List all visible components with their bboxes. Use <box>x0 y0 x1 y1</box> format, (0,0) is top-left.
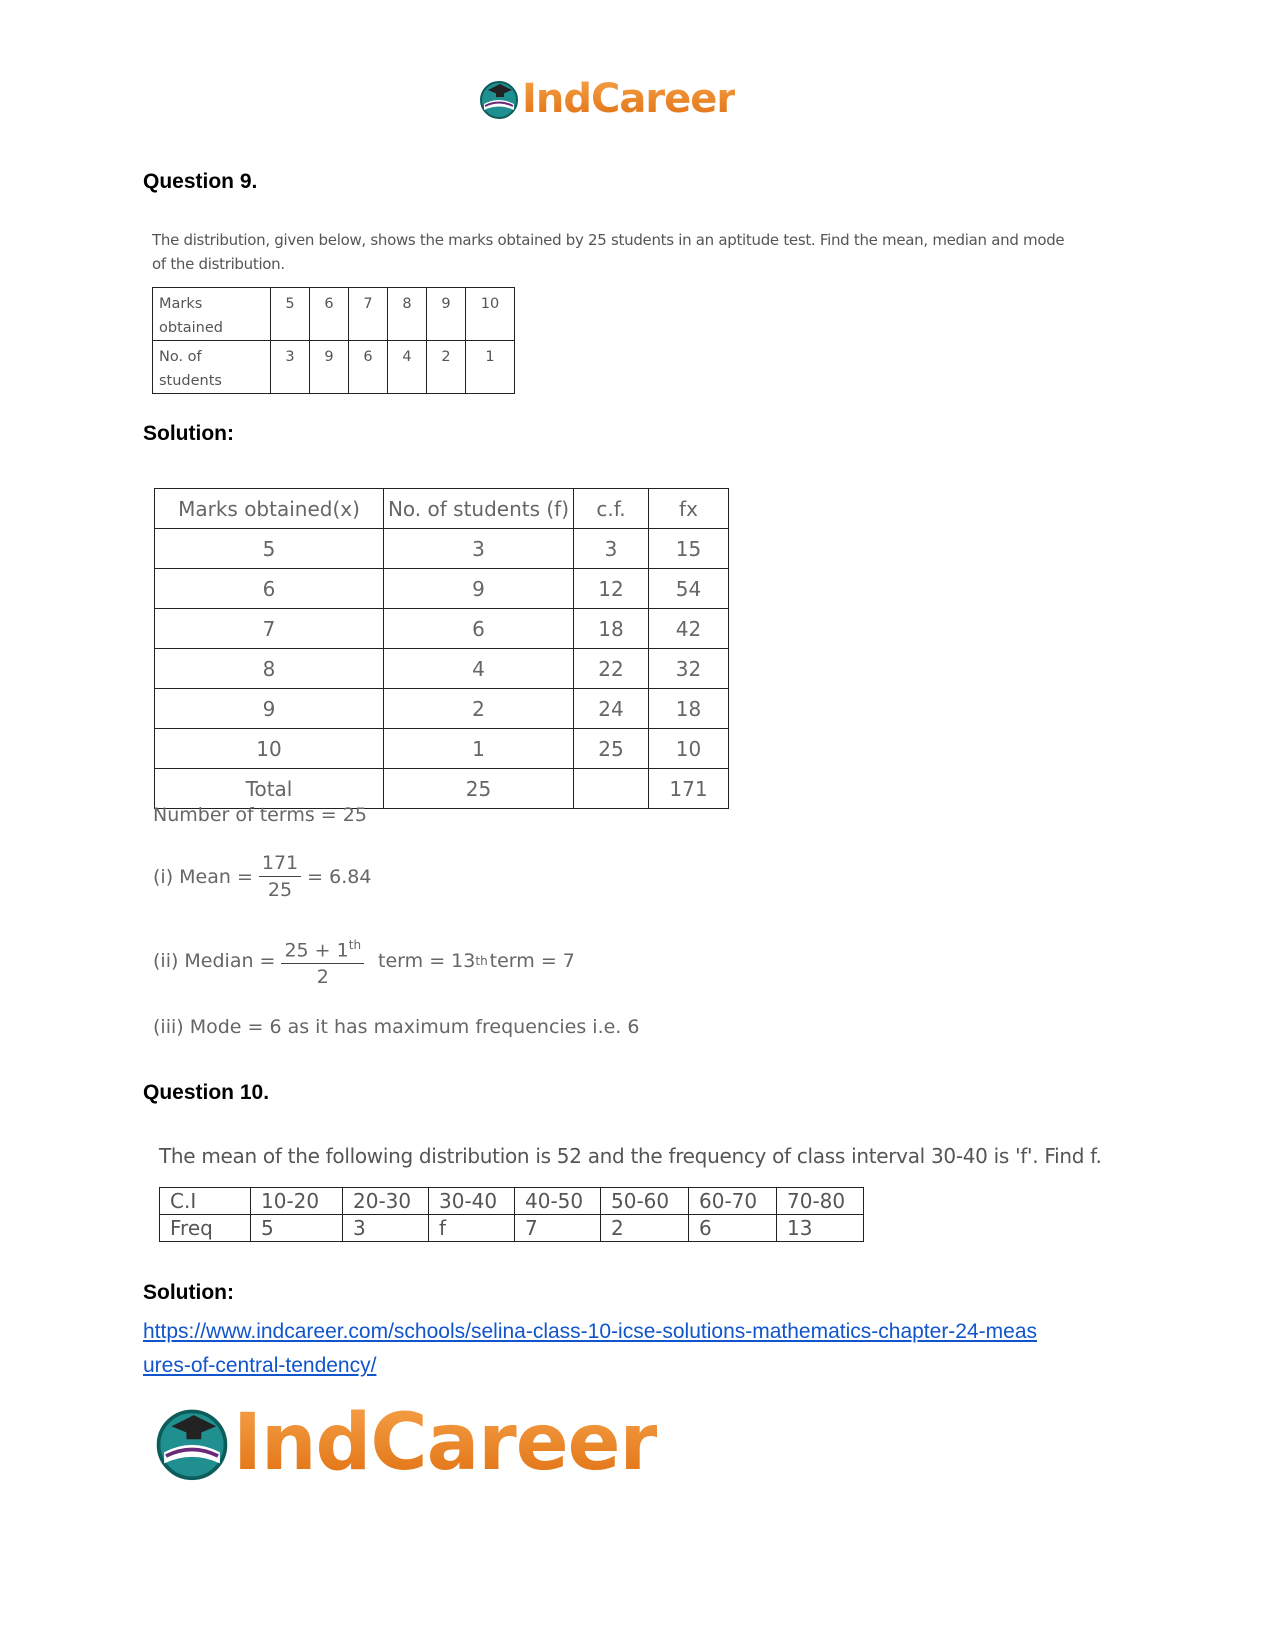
mean-fraction <box>259 852 301 901</box>
table-cell: 171 <box>649 769 729 809</box>
table-row <box>155 569 729 609</box>
table-cell: 50-60 <box>601 1188 689 1215</box>
table-cell: 9 <box>384 569 574 609</box>
table-cell: 60-70 <box>689 1188 777 1215</box>
table-cell: 9 <box>427 288 466 341</box>
table-cell: 70-80 <box>777 1188 864 1215</box>
table-row <box>155 609 729 649</box>
table-cell: 6 <box>689 1215 777 1242</box>
table-cell: 4 <box>384 649 574 689</box>
question-9-text: The distribution, given below, shows the marks obtained by 25 students in an aptitude test. Find the mean, median and mode of the distribution. <box>152 231 1065 273</box>
table-cell: 3 <box>384 529 574 569</box>
table-cell: 25 <box>574 729 649 769</box>
table-cell: 7 <box>349 288 388 341</box>
table-cell: 30-40 <box>429 1188 515 1215</box>
mode-statement: (iii) Mode = 6 as it has maximum frequencies i.e. 6 <box>153 1016 640 1038</box>
table-cell: 2 <box>601 1215 689 1242</box>
graduation-book-globe-icon <box>478 78 520 120</box>
table-cell: 9 <box>310 341 349 394</box>
table-cell: 8 <box>388 288 427 341</box>
table-cell: 22 <box>574 649 649 689</box>
table-cell: 6 <box>349 341 388 394</box>
table-cell: 24 <box>574 689 649 729</box>
median-denominator: 2 <box>316 966 329 989</box>
question-10-table <box>159 1187 864 1242</box>
table-cell: 15 <box>649 529 729 569</box>
median-numerator-text: 25 + 1 <box>284 939 349 962</box>
table-cell: 3 <box>271 341 310 394</box>
table-cell: C.I <box>160 1188 251 1215</box>
table-row <box>155 729 729 769</box>
table-row <box>160 1215 864 1242</box>
solution-link[interactable] <box>143 1315 1143 1383</box>
table-header-cell: c.f. <box>574 489 649 529</box>
question-10-heading: Question 10. <box>143 1081 270 1104</box>
table-cell: 18 <box>649 689 729 729</box>
table-total-row <box>155 769 729 809</box>
question-9-heading: Question 9. <box>143 170 258 193</box>
table-cell: 8 <box>155 649 384 689</box>
table-cell: 10 <box>649 729 729 769</box>
table-row <box>155 649 729 689</box>
table-cell: 10-20 <box>251 1188 343 1215</box>
logo-text: IndCareer <box>522 76 736 122</box>
mean-denominator: 25 <box>267 879 293 901</box>
median-numerator <box>281 934 364 964</box>
table-cell: 54 <box>649 569 729 609</box>
table-cell: 13 <box>777 1215 864 1242</box>
solution-9-heading: Solution: <box>143 422 234 445</box>
table-cell: 5 <box>271 288 310 341</box>
table-header-cell: Marks obtained(x) <box>155 489 384 529</box>
median-label: Median = <box>184 950 276 973</box>
mean-result: = 6.84 <box>307 865 372 888</box>
table-row <box>153 288 515 341</box>
table-cell: 2 <box>427 341 466 394</box>
table-cell: 1 <box>384 729 574 769</box>
table-cell: 5 <box>155 529 384 569</box>
footer-logo <box>153 1398 657 1488</box>
table-cell: Marks obtained <box>153 288 271 341</box>
median-superscript: th <box>348 938 362 952</box>
table-cell: 32 <box>649 649 729 689</box>
solution-10-heading: Solution: <box>143 1281 234 1304</box>
question-10-text: The mean of the following distribution is 52 and the frequency of class interval 30-40 is 'f'. Find f. <box>159 1144 1102 1168</box>
table-cell: 7 <box>515 1215 601 1242</box>
table-cell: 2 <box>384 689 574 729</box>
table-cell: 18 <box>574 609 649 649</box>
table-row <box>155 529 729 569</box>
mean-numerator: 171 <box>259 852 301 877</box>
table-header-cell: fx <box>649 489 729 529</box>
table-cell: Total <box>155 769 384 809</box>
median-fraction <box>281 934 364 988</box>
table-cell: 1 <box>466 341 515 394</box>
table-cell: 6 <box>310 288 349 341</box>
table-cell: f <box>429 1215 515 1242</box>
median-superscript-2: th <box>475 954 488 969</box>
graduation-book-globe-icon <box>153 1404 231 1482</box>
table-cell: 9 <box>155 689 384 729</box>
table-header-cell: No. of students (f) <box>384 489 574 529</box>
table-cell: 25 <box>384 769 574 809</box>
table-cell: 3 <box>574 529 649 569</box>
table-cell: 12 <box>574 569 649 609</box>
mean-prefix: (i) Mean = <box>153 865 253 888</box>
table-cell: 20-30 <box>343 1188 429 1215</box>
table-header-row <box>155 489 729 529</box>
table-row <box>160 1188 864 1215</box>
table-cell: 10 <box>466 288 515 341</box>
number-of-terms: Number of terms = 25 <box>153 804 367 826</box>
table-cell: 42 <box>649 609 729 649</box>
median-prefix: (ii) <box>153 950 179 973</box>
header-logo <box>478 76 735 122</box>
solution-link-line-1[interactable]: https://www.indcareer.com/schools/selina-class-10-icse-solutions-mathematics-chapter-24-meas <box>143 1320 1038 1343</box>
solution-9-table <box>154 488 729 809</box>
table-cell: 40-50 <box>515 1188 601 1215</box>
logo-text: IndCareer <box>233 1398 657 1488</box>
table-cell: Freq <box>160 1215 251 1242</box>
median-suffix: term = 7 <box>489 950 575 973</box>
table-cell <box>574 769 649 809</box>
median-mid: term = 13 <box>378 950 476 973</box>
table-cell: No. of students <box>153 341 271 394</box>
table-cell: 6 <box>155 569 384 609</box>
table-cell: 5 <box>251 1215 343 1242</box>
median-formula <box>153 934 575 988</box>
table-cell: 4 <box>388 341 427 394</box>
table-cell: 7 <box>155 609 384 649</box>
table-cell: 10 <box>155 729 384 769</box>
mean-formula <box>153 852 371 901</box>
table-row <box>153 341 515 394</box>
table-row <box>155 689 729 729</box>
table-cell: 3 <box>343 1215 429 1242</box>
question-9-table <box>152 287 515 394</box>
solution-link-line-2[interactable]: ures-of-central-tendency/ <box>143 1354 377 1377</box>
table-cell: 6 <box>384 609 574 649</box>
